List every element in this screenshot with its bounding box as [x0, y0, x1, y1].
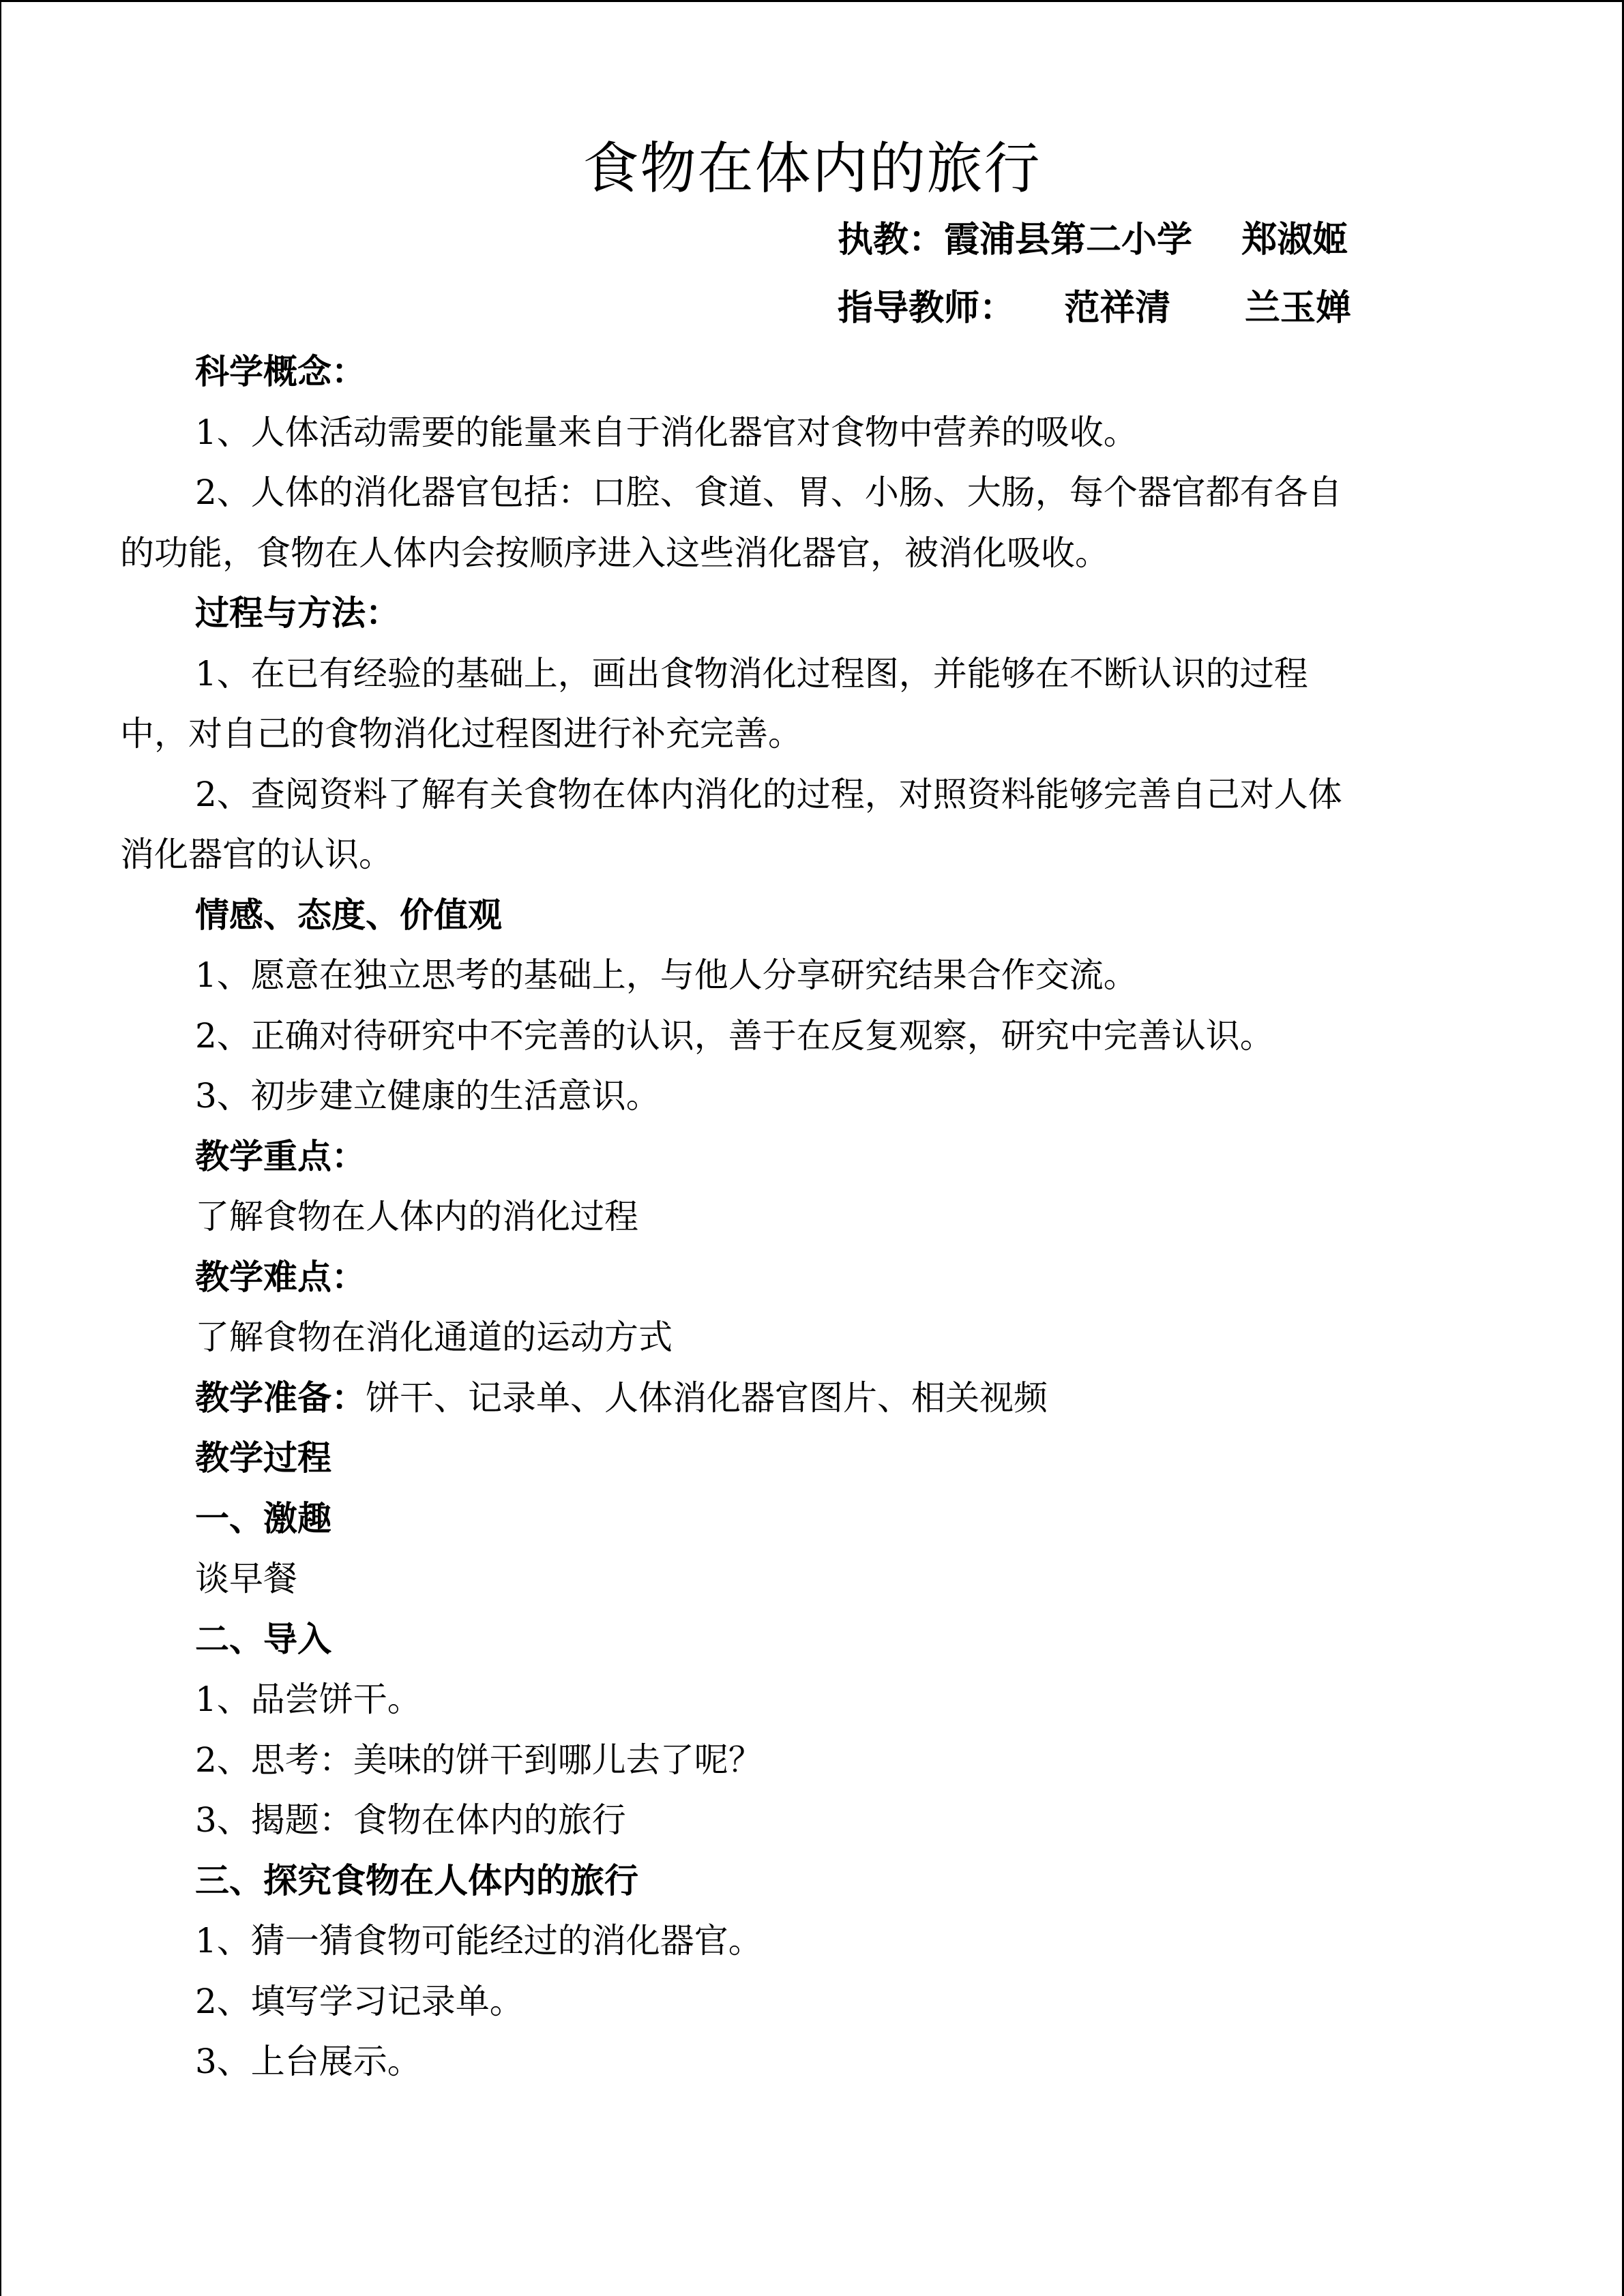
page-border-left [0, 0, 1, 2296]
body-line: 3、上台展示。 [195, 2042, 422, 2081]
teaching-preparation-text: 饼干、记录单、人体消化器官图片、相关视频 [366, 1378, 1048, 1418]
body-line: 中，对自己的食物消化过程图进行补充完善。 [120, 714, 802, 754]
body-line: 了解食物在人体内的消化过程 [195, 1197, 638, 1236]
section-heading: 教学难点： [195, 1257, 366, 1297]
body-line: 2、查阅资料了解有关食物在体内消化的过程，对照资料能够完善自己对人体 [195, 775, 1342, 814]
document-title: 食物在体内的旅行 [582, 136, 1042, 201]
body-line: 3、揭题：食物在体内的旅行 [195, 1800, 626, 1840]
body-line: 谈早餐 [195, 1559, 297, 1598]
body-line: 1、愿意在独立思考的基础上，与他人分享研究结果合作交流。 [195, 955, 1138, 995]
section-heading: 情感、态度、价值观 [195, 895, 502, 935]
section-heading: 过程与方法： [195, 593, 400, 633]
advisor-line: 指导教师： 范祥清 兰玉婵 [838, 287, 1352, 329]
body-line: 1、品尝饼干。 [195, 1680, 422, 1719]
teaching-preparation-label: 教学准备： [195, 1377, 366, 1418]
body-line: 1、在已有经验的基础上，画出食物消化过程图，并能够在不断认识的过程 [195, 654, 1308, 694]
body-line: 2、正确对待研究中不完善的认识，善于在反复观察，研究中完善认识。 [195, 1016, 1274, 1056]
body-line: 2、填写学习记录单。 [195, 1982, 524, 2021]
page-border-top [0, 0, 1624, 2]
section-heading: 三、探究食物在人体内的旅行 [195, 1860, 638, 1900]
section-heading: 二、导入 [195, 1619, 331, 1659]
teaching-preparation-line [120, 1371, 1505, 1425]
body-line: 1、人体活动需要的能量来自于消化器官对食物中营养的吸收。 [195, 413, 1138, 452]
body-line: 2、人体的消化器官包括：口腔、食道、胃、小肠、大肠，每个器官都有各自 [195, 473, 1342, 512]
body-line: 的功能，食物在人体内会按顺序进入这些消化器官，被消化吸收。 [120, 533, 1109, 573]
body-line: 了解食物在消化通道的运动方式 [195, 1317, 673, 1357]
body-line: 2、思考：美味的饼干到哪儿去了呢？ [195, 1740, 763, 1780]
body-line: 消化器官的认识。 [120, 835, 393, 874]
body-line: 1、猜一猜食物可能经过的消化器官。 [195, 1921, 763, 1960]
body-line: 3、初步建立健康的生活意识。 [195, 1076, 660, 1116]
section-heading: 一、激趣 [195, 1498, 331, 1538]
section-heading: 科学概念： [195, 351, 366, 391]
teacher-line: 执教：霞浦县第二小学 郑淑姬 [838, 219, 1348, 260]
section-heading: 教学过程 [195, 1437, 331, 1478]
section-heading: 教学重点： [195, 1136, 366, 1176]
